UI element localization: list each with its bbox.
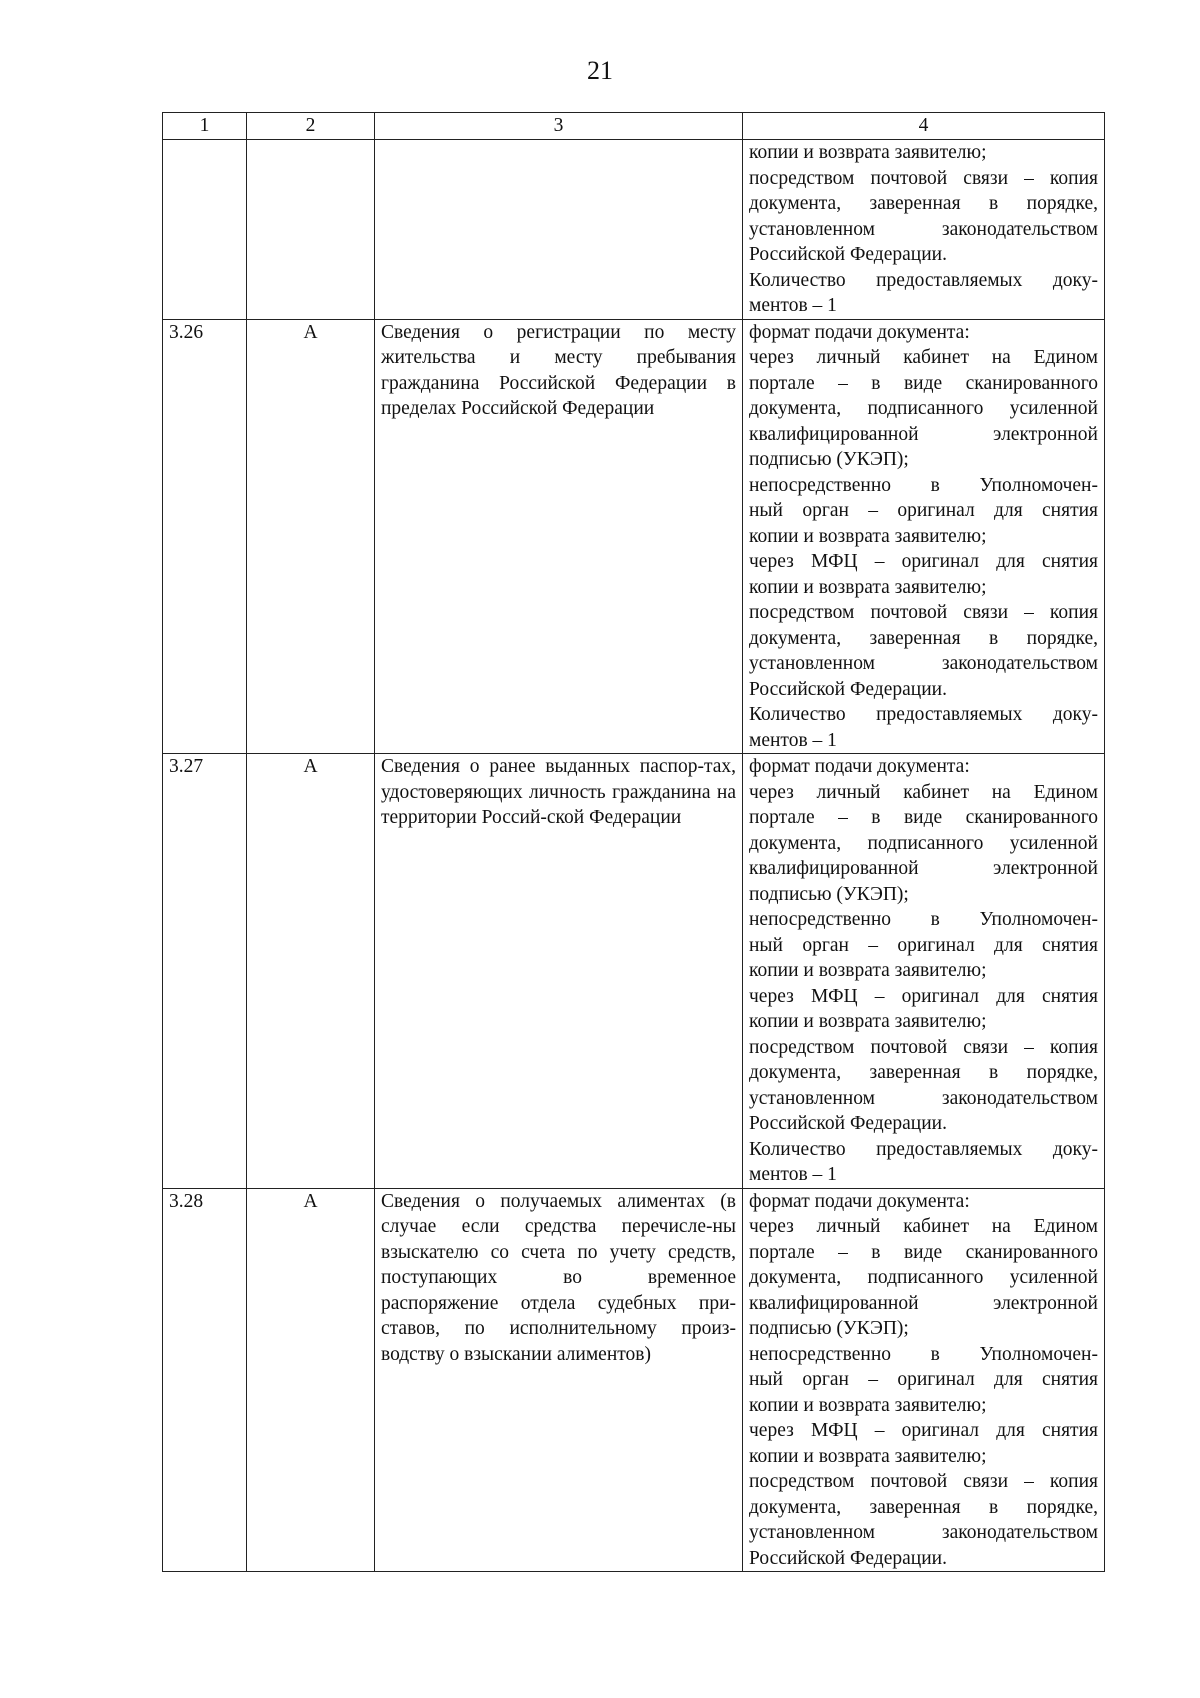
- header-cell-3: 3: [375, 113, 743, 140]
- document-name-cell: [375, 1188, 743, 1572]
- row-code-cell: [247, 140, 375, 320]
- description-line: посредством почтовой связи – копия: [749, 1036, 1098, 1058]
- description-line: портале – в виде сканированного: [749, 372, 1098, 394]
- document-name-cell: [375, 754, 743, 1189]
- document-name-cell: [375, 319, 743, 754]
- description-line: Количество предоставляемых доку-: [749, 269, 1098, 291]
- row-number-cell: 3.26: [163, 319, 247, 754]
- description-line: ный орган – оригинал для снятия: [749, 500, 1098, 521]
- document-name-text: Сведения о регистрации по месту жительства и месту пребывания гражданина Российской Федерации в пределах Российской Федерации: [381, 321, 736, 419]
- description-line: копии и возврата заявителю;: [749, 525, 987, 547]
- description-line: копии и возврата заявителю;: [749, 1011, 987, 1032]
- description-line: через МФЦ – оригинал для снятия: [749, 1420, 1098, 1441]
- description-line: портале – в виде сканированного: [749, 1241, 1098, 1263]
- description-line: ментов – 1: [749, 295, 837, 316]
- description-line: подписью (УКЭП);: [749, 1318, 909, 1339]
- page-number: 21: [587, 56, 613, 85]
- row-code-cell: А: [247, 1188, 375, 1572]
- description-line: Количество предоставляемых доку-: [749, 704, 1098, 725]
- document-name-cell: [375, 140, 743, 320]
- description-line: документа, заверенная в порядке,: [749, 627, 1098, 649]
- description-line: документа, подписанного усиленной: [749, 832, 1098, 854]
- table-row: [163, 754, 1105, 1189]
- description-line: документа, заверенная в порядке,: [749, 193, 1098, 214]
- table-row: [163, 319, 1105, 754]
- description-line: непосредственно в Уполномочен-: [749, 1343, 1098, 1365]
- description-line: документа, подписанного усиленной: [749, 398, 1098, 419]
- header-cell-4: 4: [743, 113, 1105, 140]
- description-line: документа, заверенная в порядке,: [749, 1496, 1098, 1518]
- submission-format-cell: [743, 319, 1105, 754]
- description-line: квалифицированной электронной: [749, 858, 1098, 879]
- description-line: Российской Федерации.: [749, 1547, 947, 1569]
- header-cell-1: 1: [163, 113, 247, 140]
- description-line: через личный кабинет на Едином: [749, 781, 1098, 803]
- description-line: Российской Федерации.: [749, 1113, 947, 1134]
- description-line: установленном законодательством: [749, 653, 1098, 674]
- submission-format-cell: [743, 1188, 1105, 1572]
- description-line: через МФЦ – оригинал для снятия: [749, 985, 1098, 1007]
- description-line: портале – в виде сканированного: [749, 807, 1098, 828]
- description-line: установленном законодательством: [749, 1087, 1098, 1109]
- description-line: копии и возврата заявителю;: [749, 1394, 987, 1416]
- document-name-text: Сведения о ранее выданных паспор-тах, удостоверяющих личность гражданина на территории Россий-ской Федерации: [381, 756, 736, 828]
- row-number-cell: [163, 140, 247, 320]
- description-line: непосредственно в Уполномочен-: [749, 909, 1098, 930]
- description-line: через МФЦ – оригинал для снятия: [749, 551, 1098, 572]
- row-number-cell: 3.27: [163, 754, 247, 1189]
- description-line: посредством почтовой связи – копия: [749, 167, 1098, 189]
- description-line: через личный кабинет на Едином: [749, 347, 1098, 368]
- description-line: Российской Федерации.: [749, 244, 947, 265]
- description-line: подписью (УКЭП);: [749, 883, 909, 905]
- description-line: ный орган – оригинал для снятия: [749, 1369, 1098, 1390]
- submission-format-cell: [743, 754, 1105, 1189]
- description-line: формат подачи документа:: [749, 1190, 970, 1212]
- table-row: [163, 1188, 1105, 1572]
- description-line: установленном законодательством: [749, 218, 1098, 240]
- table-body: [163, 140, 1105, 1572]
- description-line: через личный кабинет на Едином: [749, 1216, 1098, 1237]
- description-line: посредством почтовой связи – копия: [749, 1471, 1098, 1492]
- description-line: установленном законодательством: [749, 1522, 1098, 1543]
- row-code-cell: А: [247, 319, 375, 754]
- header-row: [163, 113, 1105, 140]
- description-line: документа, подписанного усиленной: [749, 1267, 1098, 1288]
- description-line: квалифицированной электронной: [749, 1292, 1098, 1314]
- row-number-cell: 3.28: [163, 1188, 247, 1572]
- document-name-text: Сведения о получаемых алиментах (в случае если средства перечисле-ны взыскателю со счета по учету средств, поступающих во временное распоряжение отдела судебных при-ставов, по исполнительному произ-водству о взыскании алиментов): [381, 1190, 736, 1365]
- description-line: непосредственно в Уполномочен-: [749, 474, 1098, 496]
- description-line: копии и возврата заявителю;: [749, 576, 987, 598]
- submission-format-cell: [743, 140, 1105, 320]
- header-cell-2: 2: [247, 113, 375, 140]
- table-row: [163, 140, 1105, 320]
- row-code-cell: А: [247, 754, 375, 1189]
- description-line: копии и возврата заявителю;: [749, 142, 987, 163]
- description-line: копии и возврата заявителю;: [749, 1445, 987, 1467]
- description-line: ментов – 1: [749, 1164, 837, 1185]
- description-line: формат подачи документа:: [749, 321, 970, 343]
- description-line: Российской Федерации.: [749, 678, 947, 700]
- description-line: документа, заверенная в порядке,: [749, 1062, 1098, 1083]
- table-header: [163, 113, 1105, 140]
- description-line: посредством почтовой связи – копия: [749, 602, 1098, 623]
- description-line: формат подачи документа:: [749, 756, 970, 777]
- description-line: подписью (УКЭП);: [749, 449, 909, 470]
- description-line: квалифицированной электронной: [749, 423, 1098, 445]
- description-line: ментов – 1: [749, 729, 837, 751]
- documents-table: [162, 112, 1105, 1572]
- description-line: копии и возврата заявителю;: [749, 960, 987, 981]
- description-line: Количество предоставляемых доку-: [749, 1138, 1098, 1160]
- description-line: ный орган – оригинал для снятия: [749, 934, 1098, 956]
